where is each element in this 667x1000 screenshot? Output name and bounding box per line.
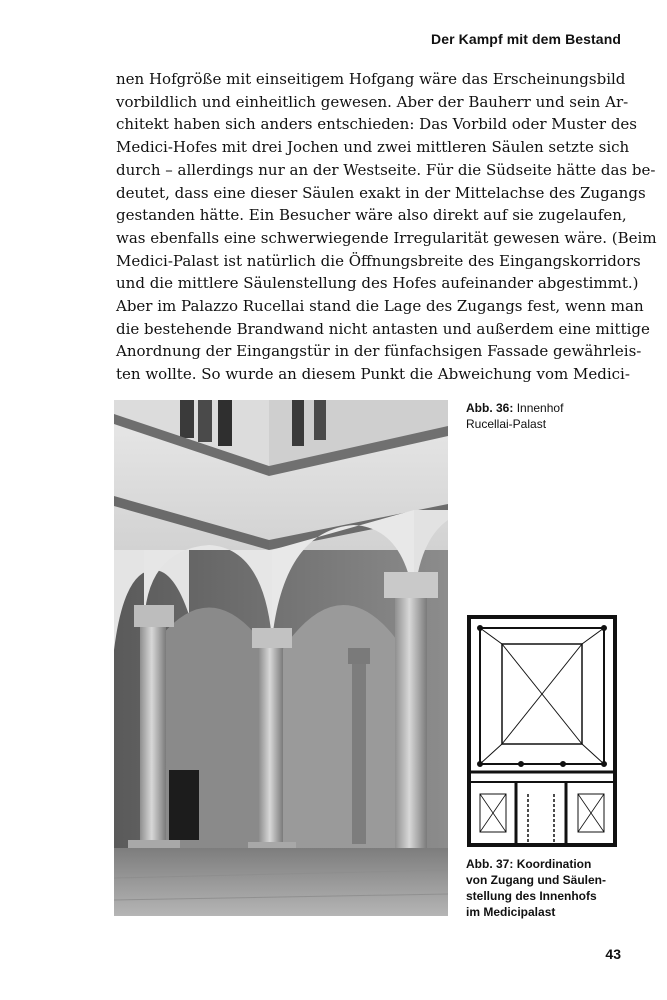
figure-36-caption (466, 400, 636, 432)
text-line: durch – allerdings nur an der Westseite. Für die Südseite hätte das be- (116, 160, 656, 179)
caption-text: Koordination (516, 857, 592, 871)
caption-text: im Medicipalast (466, 905, 556, 919)
text-line: Anordnung der Eingangstür in der fünfachsigen Fassade gewährleis- (116, 342, 642, 361)
text-line: Aber im Palazzo Rucellai stand die Lage des Zugangs fest, wenn man (116, 297, 644, 316)
caption-text: von Zugang und Säulen- (466, 873, 606, 887)
caption-text: Rucellai-Palast (466, 417, 547, 431)
caption-text: Innenhof (516, 401, 564, 415)
caption-text: stellung des Innenhofs (466, 889, 597, 903)
text-line: chitekt haben sich anders entschieden: Das Vorbild oder Muster des (116, 115, 638, 134)
figure-37-caption (466, 856, 636, 920)
figure-label: Abb. 37: (466, 857, 514, 871)
page-number: 43 (605, 946, 621, 962)
text-line: vorbildlich und einheitlich gewesen. Aber der Bauherr und sein Ar- (116, 92, 629, 111)
text-line: Medici-Hofes mit drei Jochen und zwei mittleren Säulen setzte sich (116, 138, 630, 157)
text-line: was ebenfalls eine schwerwiegende Irregularität gewesen wäre. (Beim (116, 228, 657, 247)
text-line: ten wollte. So wurde an diesem Punkt die Abweichung vom Medici- (116, 365, 630, 384)
text-line: nen Hofgröße mit einseitigem Hofgang wäre das Erscheinungsbild (116, 70, 626, 88)
text-line: Medici-Palast ist natürlich die Öffnungsbreite des Eingangskorridors (116, 251, 641, 270)
text-line: und die mittlere Säulenstellung des Hofes aufeinander abgestimmt.) (116, 274, 639, 293)
text-line: gestanden hätte. Ein Besucher wäre also direkt auf sie zugelaufen, (116, 206, 627, 225)
text-line: deutet, dass eine dieser Säulen exakt in der Mittelachse des Zugangs (116, 183, 646, 202)
body-paragraph (116, 68, 657, 386)
text-line: die bestehende Brandwand nicht antasten und außerdem eine mittige (116, 319, 650, 338)
running-title: Der Kampf mit dem Bestand (431, 31, 621, 47)
courtyard-photo (114, 400, 448, 916)
figure-label: Abb. 36: (466, 401, 514, 415)
floor-plan-drawing (466, 614, 618, 848)
